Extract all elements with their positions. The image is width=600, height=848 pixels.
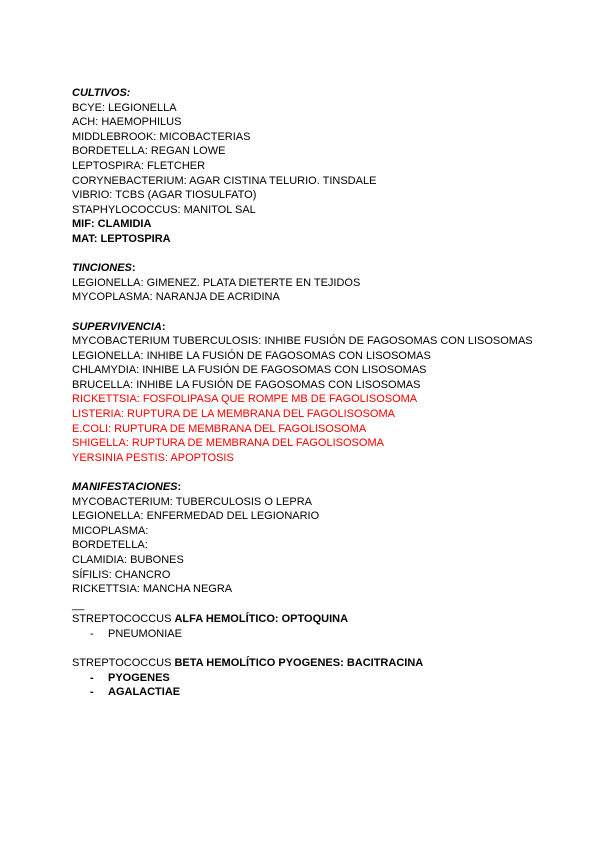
supervivencia-line: MYCOBACTERIUM TUBERCULOSIS: INHIBE FUSIÓN DE FAGOSOMAS CON LISOSOMAS (72, 335, 533, 348)
supervivencia-red-line: YERSINIA PESTIS: APOPTOSIS (72, 451, 234, 464)
tinciones-line: MYCOPLASMA: NARANJA DE ACRIDINA (72, 291, 280, 304)
bullet-dash: - (90, 627, 94, 640)
tinciones-line: LEGIONELLA: GIMENEZ. PLATA DIETERTE EN TEJIDOS (72, 276, 361, 289)
cultivos-line: MIDDLEBROOK: MICOBACTERIAS (72, 130, 251, 143)
section-gap (72, 247, 542, 262)
strepto-alfa-line (72, 612, 542, 627)
separator-mark: __ (72, 598, 85, 611)
tinciones-colon: : (131, 262, 136, 275)
supervivencia-heading-line (72, 320, 542, 335)
manifestaciones-line: MYCOBACTERIUM: TUBERCULOSIS O LEPRA (72, 495, 313, 508)
manifestaciones-colon: : (177, 481, 182, 494)
cultivos-line: BORDETELLA: REGAN LOWE (72, 145, 226, 158)
bullet-dash: - (90, 671, 94, 684)
list-item-label: PYOGENES (108, 671, 170, 684)
section-gap (72, 305, 542, 320)
cultivos-line: LEPTOSPIRA: FLETCHER (72, 159, 206, 172)
supervivencia-heading: SUPERVIVENCIA (72, 320, 162, 333)
section-gap (72, 465, 542, 480)
manifestaciones-heading-line (72, 480, 542, 495)
supervivencia-red-line: LISTERIA: RUPTURA DE LA MEMBRANA DEL FAGOLISOSOMA (72, 408, 395, 421)
supervivencia-red-line: SHIGELLA: RUPTURA DE MEMBRANA DEL FAGOLISOSOMA (72, 437, 384, 450)
section-gap (72, 642, 542, 657)
supervivencia-line: LEGIONELLA: INHIBE LA FUSIÓN DE FAGOSOMAS CON LISOSOMAS (72, 349, 431, 362)
cultivos-line: STAPHYLOCOCCUS: MANITOL SAL (72, 203, 256, 216)
cultivos-bold-line: MIF: CLAMIDIA (72, 218, 152, 231)
list-item (72, 685, 542, 700)
supervivencia-line: CHLAMYDIA: INHIBE LA FUSIÓN DE FAGOSOMAS CON LISOSOMAS (72, 364, 427, 377)
strepto-alfa-bold: ALFA HEMOLÍTICO: OPTOQUINA (174, 613, 349, 626)
tinciones-heading: TINCIONES (72, 262, 132, 275)
cultivos-line: VIBRIO: TCBS (AGAR TIOSULFATO) (72, 189, 257, 202)
strepto-beta-line (72, 656, 542, 671)
list-item-label: AGALACTIAE (108, 686, 181, 699)
cultivos-line: CORYNEBACTERIUM: AGAR CISTINA TELURIO. TINSDALE (72, 174, 377, 187)
manifestaciones-line: BORDETELLA: (72, 539, 148, 552)
strepto-alfa-prefix: STREPTOCOCCUS (72, 613, 175, 626)
list-item-label: PNEUMONIAE (108, 627, 182, 640)
manifestaciones-line: SÍFILIS: CHANCRO (72, 568, 171, 581)
list-item (72, 671, 542, 686)
cultivos-heading: CULTIVOS: (72, 87, 131, 99)
cultivos-line: BCYE: LEGIONELLA (72, 101, 177, 114)
cultivos-line: ACH: HAEMOPHILUS (72, 116, 182, 129)
supervivencia-red-line: E.COLI: RUPTURA DE MEMBRANA DEL FAGOLISOSOMA (72, 422, 367, 435)
document-body (72, 86, 542, 700)
manifestaciones-line: LEGIONELLA: ENFERMEDAD DEL LEGIONARIO (72, 510, 320, 523)
strepto-beta-prefix: STREPTOCOCCUS (72, 657, 175, 670)
cultivos-bold-line: MAT: LEPTOSPIRA (72, 232, 171, 245)
supervivencia-colon: : (161, 320, 166, 333)
manifestaciones-line: RICKETTSIA: MANCHA NEGRA (72, 583, 233, 596)
tinciones-heading-line (72, 261, 542, 276)
manifestaciones-line: MICOPLASMA: (72, 524, 149, 537)
manifestaciones-heading: MANIFESTACIONES (72, 481, 178, 494)
supervivencia-line: BRUCELLA: INHIBE LA FUSIÓN DE FAGOSOMAS CON LISOSOMAS (72, 378, 421, 391)
list-item (72, 627, 542, 642)
supervivencia-red-line: RICKETTSIA: FOSFOLIPASA QUE ROMPE MB DE FAGOLISOSOMA (72, 393, 418, 406)
manifestaciones-line: CLAMIDIA: BUBONES (72, 554, 184, 566)
bullet-dash: - (90, 686, 94, 699)
strepto-beta-bold: BETA HEMOLÍTICO PYOGENES: BACITRACINA (174, 657, 424, 670)
